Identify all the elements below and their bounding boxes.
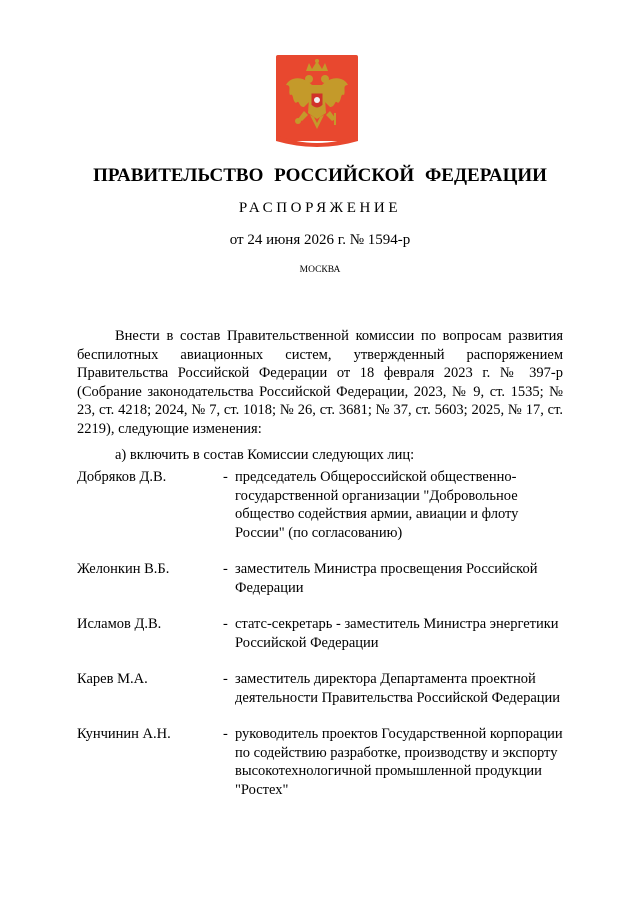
person-row [77,725,567,799]
document-date-number: от 24 июня 2026 г. № 1594-р [229,232,411,248]
russian-coat-of-arms-icon [276,55,358,147]
person-dash: - [223,726,228,742]
person-role: руководитель проектов Государственной корпорации по содействию разработке, производству и экспорту высокотехнологичной промышленной продукции "Ростех" [235,726,563,798]
person-row [77,670,567,707]
person-role: заместитель Министра просвещения Российской Федерации [235,561,538,596]
person-dash: - [223,469,228,485]
intro-paragraph: Внести в состав Правительственной комиссии по вопросам развития беспилотных авиационных систем, утвержденный распоряжением Правительства Российской Федерации от 18 февраля 2023 г. № 397-р (Собрание законодательства Российской Федерации, 2023, № 9, ст. 1535; № 23, ст. 4218; 2024, № 7, ст. 1018; № 26, ст. 3681; № 37, ст. 5603; 2025, № 17, ст. 2219), следующие изменения: [77,328,563,437]
person-row [77,468,567,542]
subpoint-a: а) включить в состав Комиссии следующих лиц: [115,447,415,463]
person-row [77,615,567,652]
person-row [77,560,567,597]
person-name: Карев М.А. [77,671,148,687]
person-dash: - [223,561,228,577]
government-title: ПРАВИТЕЛЬСТВО РОССИЙСКОЙ ФЕДЕРАЦИИ [93,165,547,186]
person-role: председатель Общероссийской общественно-государственной организации "Добровольное общество содействия армии, авиации и флоту России" (по согласованию) [235,469,519,541]
document-city: МОСКВА [299,265,341,275]
person-name: Добряков Д.В. [77,469,167,485]
person-name: Кунчинин А.Н. [77,726,171,742]
persons-list [77,468,567,817]
person-name: Желонкин В.Б. [77,561,170,577]
document-type: РАСПОРЯЖЕНИЕ [238,200,402,216]
person-name: Исламов Д.В. [77,616,162,632]
person-dash: - [223,616,228,632]
person-dash: - [223,671,228,687]
person-role: заместитель директора Департамента проектной деятельности Правительства Российской Федерации [235,671,561,706]
person-role: статс-секретарь - заместитель Министра энергетики Российской Федерации [235,616,559,651]
